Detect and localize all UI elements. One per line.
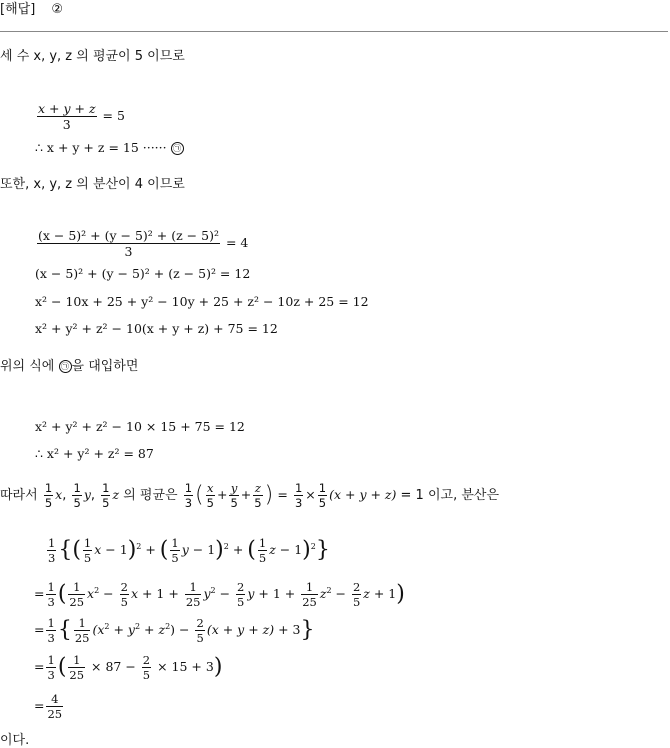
- answer-header: [0, 3, 63, 16]
- variance-equation-2: (x − 5)² + (y − 5)² + (z − 5)² = 12: [35, 266, 251, 281]
- marker-1: ㉠: [171, 142, 184, 155]
- scaled-variance-line-4: = $\frac{1}{3}$ ( $\frac{1}{25}$ × 87 − $\frac{2}{5}$ × 15 + 3): [34, 653, 223, 683]
- variance-equation-4: x² + y² + z² − 10(x + y + z) + 75 = 12: [35, 321, 278, 336]
- mean-equation: [35, 102, 125, 131]
- header-divider: [0, 31, 668, 32]
- final-answer-den: 25: [47, 707, 63, 722]
- marker-2: ㉠: [59, 360, 72, 373]
- scaled-mean-text: 따라서 $\frac{1}{5}$ x, $\frac{1}{5}$ y, $\frac{1}{5}$ z 의 평균은 $\frac{1}{3}$ ( $\frac{x}{5}$ + $\frac{y}{5}$ + $\frac{z}{5}$ ) = $\frac{1}{3}$ × $\frac{1}{5}$ (x + y + z) = 1 이고, 분산은: [0, 481, 500, 511]
- answer-label: [해답]: [0, 2, 36, 17]
- mean-fraction: [37, 102, 97, 131]
- variance-numerator: (x − 5)² + (y − 5)² + (z − 5)²: [38, 228, 219, 243]
- scaled-variance-line-2: = $\frac{1}{3}$ ( $\frac{1}{25}$ $x^2$ − $\frac{2}{5}$ x + 1 + $\frac{1}{25}$ $y^2$ − $\frac{2}{5}$ y + 1 + $\frac{1}{25}$ $z^2$ − $\frac{2}{5}$ z + 1): [34, 580, 405, 610]
- answer-choice: ②: [51, 2, 64, 17]
- closing-text: 이다.: [0, 733, 30, 748]
- scaled-variance-line-3: = $\frac{1}{3}$ { $\frac{1}{25}$ $(x^2 + y^2 + z^2)$ − $\frac{2}{5}$ (x + y + z) + 3}: [34, 616, 315, 646]
- sum-equation: [35, 142, 184, 155]
- scaled-result: = 1 이고, 분산은: [400, 488, 500, 504]
- mean-numerator: x + y + z: [38, 101, 96, 116]
- sum-eq-text: ∴ x + y + z = 15 ······: [35, 140, 167, 155]
- final-answer-num: 4: [46, 693, 63, 707]
- scaled-variance-result: = $\frac{4}{25}$: [34, 692, 63, 722]
- variance-denominator: 3: [124, 244, 133, 260]
- variance-condition-text: 또한, x, y, z 의 분산이 4 이므로: [0, 177, 185, 192]
- substitute-text: [0, 360, 138, 373]
- mean-condition-text: 세 수 x, y, z 의 평균이 5 이므로: [0, 49, 185, 64]
- scaled-mid: 의 평균은: [123, 488, 178, 504]
- substitute-prefix: 위의 식에: [0, 359, 59, 374]
- variance-fraction: [37, 229, 220, 258]
- substitute-suffix: 을 대입하면: [71, 359, 139, 374]
- scaled-prefix: 따라서: [0, 488, 38, 504]
- variance-rhs: = 4: [225, 235, 249, 251]
- mean-denominator: 3: [62, 117, 71, 133]
- scaled-variance-line-1: $\frac{1}{3}$ {( $\frac{1}{5}$ x − 1)$^2$ + ( $\frac{1}{5}$ y − 1)$^2$ + ( $\frac{1}{5}$ z − 1)$^2$}: [48, 536, 330, 566]
- variance-equation-3: x² − 10x + 25 + y² − 10y + 25 + z² − 10z + 25 = 12: [35, 294, 369, 309]
- variance-equation: [35, 229, 248, 258]
- mean-rhs: = 5: [102, 108, 125, 124]
- substituted-equation-2: ∴ x² + y² + z² = 87: [35, 446, 154, 461]
- substituted-equation-1: x² + y² + z² − 10 × 15 + 75 = 12: [35, 419, 245, 434]
